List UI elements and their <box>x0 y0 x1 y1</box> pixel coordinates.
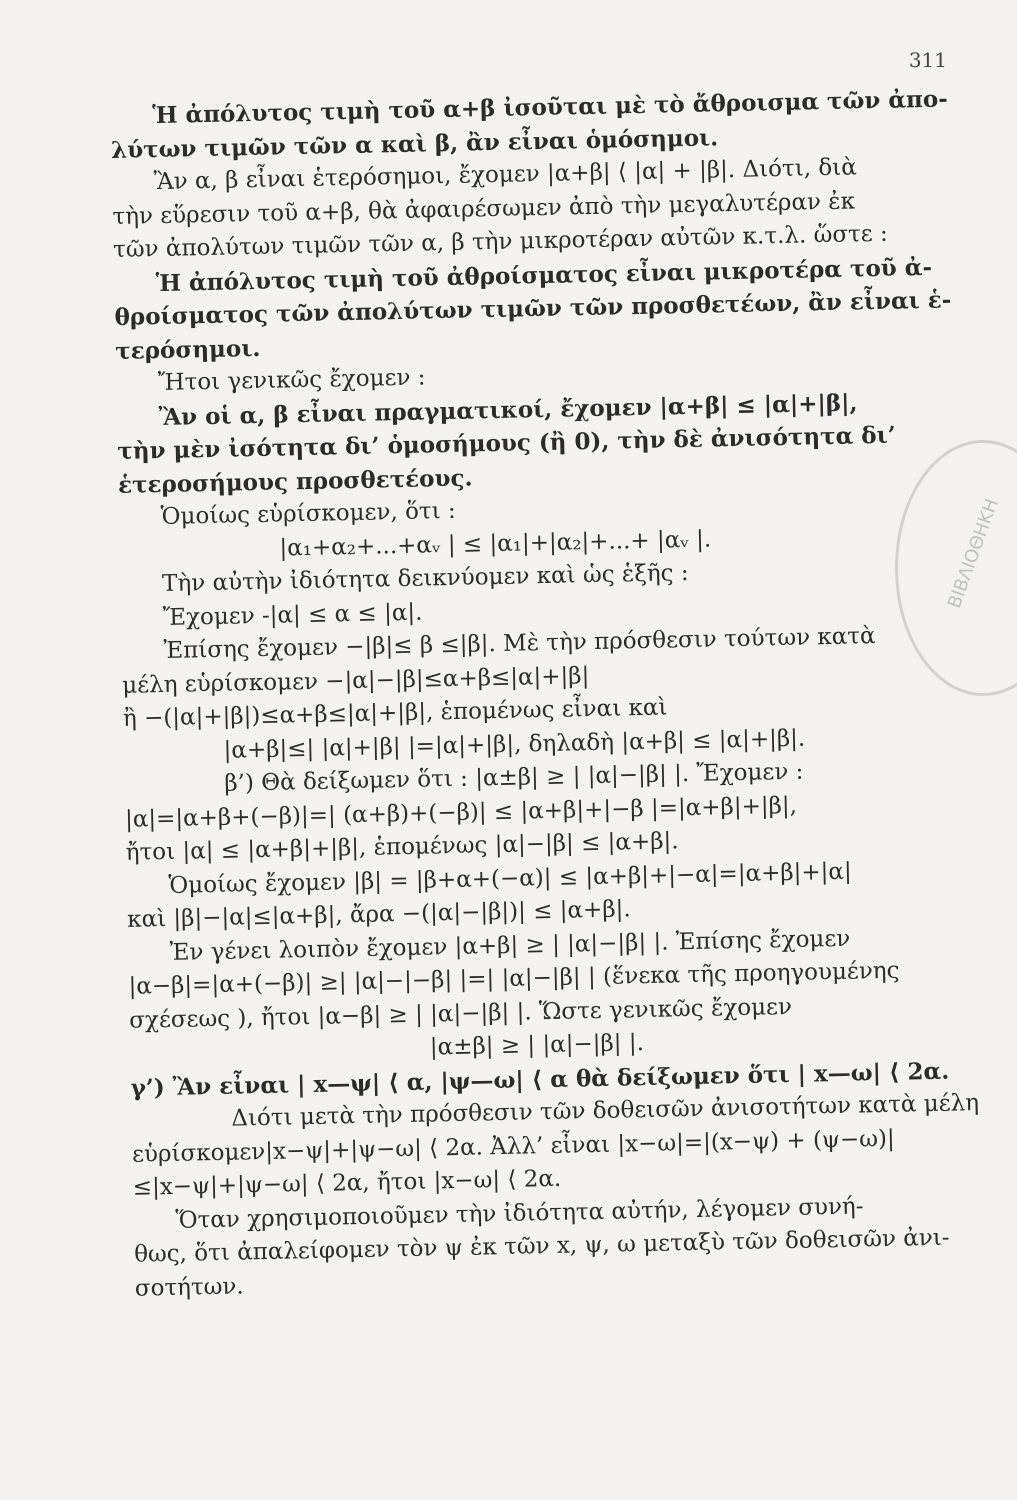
text-line: |α−β|=|α+(−β)| ≥| |α|−|−β| |=| |α|−|β| | (ἕνεκα τῆς προηγουμένης <box>128 957 900 1000</box>
text-line: θροίσματος τῶν ἀπολύτων τιμῶν τῶν προσθετέων, ἂν εἶναι ἑ- <box>114 286 952 331</box>
text-line: Ὅταν χρησιμοποιοῦμεν τὴν ἰδιότητα αὐτήν, λέγομεν συνή- <box>175 1192 864 1234</box>
page-text <box>110 82 985 1306</box>
text-line: λύτων τιμῶν τῶν α καὶ β, ἂν εἶναι ὁμόσημοι. <box>110 123 719 164</box>
text-line: Ἂν οἱ α, β εἶναι πραγματικοί, ἔχομεν |α+β| ≤ |α|+|β|, <box>158 388 858 431</box>
text-line: τὴν εὕρεσιν τοῦ α+β, θὰ ἀφαιρέσωμεν ἀπὸ τὴν μεγαλυτέραν ἐκ <box>112 187 856 230</box>
text-line: ἢ −(|α|+|β|)≤α+β≤|α|+|β|, ἑπομένως εἶναι καὶ <box>122 694 668 732</box>
text-line: Τὴν αὐτὴν ἰδιότητα δεικνύομεν καὶ ὡς ἑξῆς : <box>161 559 689 598</box>
text-line: ἤτοι |α| ≤ |α+β|+|β|, ἑπομένως |α|−|β| ≤ |α+β|. <box>125 828 679 866</box>
text-line: Ἂν α, β εἶναι ἑτερόσημοι, ἔχομεν |α+β| ⟨ |α| + |β|. Διότι, διὰ <box>153 154 857 196</box>
text-line: Ἡ ἀπόλυτος τιμὴ τοῦ α+β ἰσοῦται μὲ τὸ ἄθροισμα τῶν ἀπο- <box>152 85 949 130</box>
text-line: β’) Θὰ δείξωμεν ὅτι : |α±β| ≥ | |α|−|β| |. Ἔχομεν : <box>224 758 804 797</box>
text-line: μέλη εὑρίσκομεν −|α|−|β|≤α+β≤|α|+|β| <box>121 662 590 699</box>
text-line: καὶ |β|−|α|≤|α+β|, ἄρα −(|α|−|β|)| ≤ |α+β|. <box>126 896 631 933</box>
text-line: τερόσημοι. <box>114 334 261 365</box>
text-line: |α+β|≤| |α|+|β| |=|α|+|β|, δηλαδὴ |α+β| ≤ |α|+|β|. <box>223 725 806 764</box>
text-line: ≤|x−ψ|+|ψ−ω| ⟨ 2α, ἤτοι |x−ω| ⟨ 2α. <box>132 1165 562 1201</box>
text-line: θως, ὅτι ἀπαλείφομεν τὸν ψ ἐκ τῶν x, ψ, ω μεταξὺ τῶν δοθεισῶν ἀνι- <box>133 1224 950 1268</box>
text-line: Ἡ ἀπόλυτος τιμὴ τοῦ ἀθροίσματος εἶναι μικροτέρα τοῦ ἀ- <box>155 253 933 297</box>
text-line: ἑτεροσήμους προσθετέους. <box>117 463 473 499</box>
text-line: |α±β| ≥ | |α|−|β| |. <box>429 1030 645 1061</box>
text-line: σοτήτων. <box>134 1272 244 1302</box>
stamp-text: ΒΙΒΛΙΟΘΗΚΗ <box>943 495 1003 612</box>
text-line: Ὁμοίως ἔχομεν |β| = |β+α+(−α)| ≤ |α+β|+|−α|=|α+β|+|α| <box>168 858 852 899</box>
text-line: τῶν ἀπολύτων τιμῶν τῶν α, β τὴν μικροτέραν αὐτῶν κ.τ.λ. ὥστε : <box>112 220 888 263</box>
text-line: Ὁμοίως εὑρίσκομεν, ὅτι : <box>160 497 456 531</box>
text-line: |α|=|α+β+(−β)|=| (α+β)+(−β)| ≤ |α+β|+|−β |=|α+β|+|β|, <box>124 792 798 833</box>
text-line: σχέσεως ), ἤτοι |α−β| ≥ | |α|−|β| |. Ὥστε γενικῶς ἔχομεν <box>129 993 793 1034</box>
text-line: εὑρίσκομεν|x−ψ|+|ψ−ω| ⟨ 2α. Ἀλλ’ εἶναι |x−ω|=|(x−ψ) + (ψ−ω)| <box>131 1125 895 1168</box>
page-number: 311 <box>908 48 947 72</box>
text-line: Ἐπίσης ἔχομεν −|β|≤ β ≤|β|. Μὲ τὴν πρόσθεσιν τούτων κατὰ <box>163 623 876 664</box>
text-line: τὴν μὲν ἰσότητα δι’ ὁμοσήμους (ἢ 0), τὴν δὲ ἀνισότητα δι’ <box>117 421 897 465</box>
text-line: |α₁+α₂+...+αᵥ | ≤ |α₁|+|α₂|+...+ |αᵥ |. <box>279 526 712 562</box>
text-line: Ἐν γένει λοιπὸν ἔχομεν |α+β| ≥ | |α|−|β| |. Ἐπίσης ἔχομεν <box>169 925 851 966</box>
text-line: γ’) Ἂν εἶναι | x—ψ| ⟨ α, |ψ—ω| ⟨ α θὰ δείξωμεν ὅτι | x—ω| ⟨ 2α. <box>130 1057 950 1102</box>
text-line: Ἔχομεν -|α| ≤ α ≤ |α|. <box>162 599 423 631</box>
text-line: Ἤτοι γενικῶς ἔχομεν : <box>157 364 426 397</box>
text-line: Διότι μετὰ τὴν πρόσθεσιν τῶν δοθεισῶν ἀνισοτήτων κατὰ μέλη <box>231 1090 980 1132</box>
